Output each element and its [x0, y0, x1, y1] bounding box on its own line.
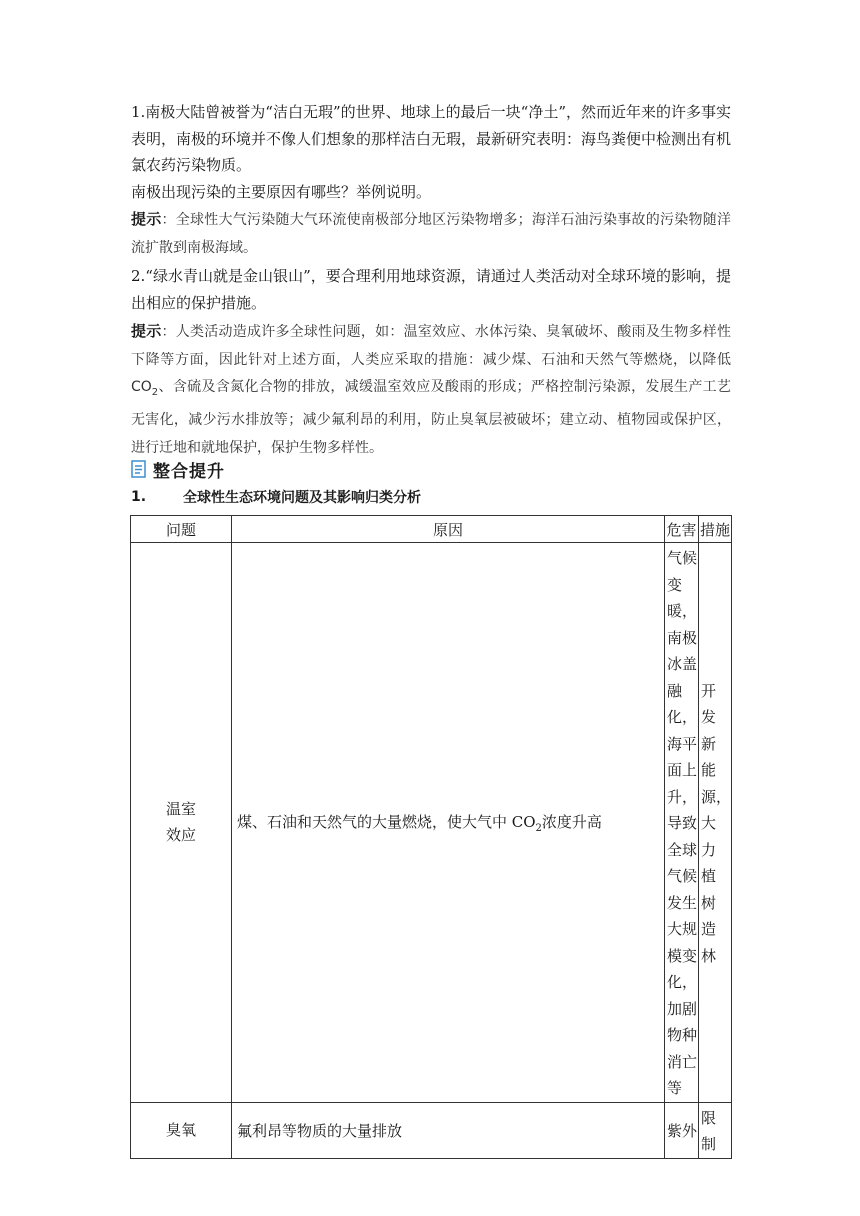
cell-measure — [699, 543, 732, 1103]
cell-harm — [665, 1102, 699, 1158]
question-2-body: 2.“绿水青山就是金山银山”，要合理利用地球资源，请通过人类活动对全球环境的影响，提出相应的保护措施。 — [131, 267, 731, 312]
harm-text: 紫外 — [667, 1121, 698, 1140]
cause-text-end: 浓度升高 — [541, 812, 602, 831]
tip-text-part-b: 、含硫及含氮化合物的排放，减缓温室效应及酸雨的形成；严格控制污染源，发展生产工艺无害化，减少污水排放等；减少氟利昂的利用，防止臭氧层被破坏；建立动、植物园或保护区，进行迁地和就地保护，保护生物多样性。 — [131, 379, 731, 456]
table-row — [131, 543, 732, 1103]
measure-text: 开发新能源，大力植树造林 — [701, 681, 732, 965]
header-measure: 措施 — [699, 516, 732, 543]
cell-problem — [131, 543, 232, 1103]
cell-measure — [699, 1102, 732, 1158]
question-1-tip — [131, 206, 731, 261]
question-1-text — [131, 99, 731, 205]
header-harm: 危害 — [665, 516, 699, 543]
problem-line: 效应 — [165, 826, 196, 845]
table-row — [131, 1102, 732, 1158]
problem-line: 臭氧 — [165, 1121, 196, 1139]
subheading — [131, 486, 421, 508]
header-cause: 原因 — [232, 516, 665, 543]
subscript: 2 — [151, 386, 159, 398]
tip-label: 提示 — [131, 210, 162, 228]
tip-text-part-a: ：人类活动造成许多全球性问题，如：温室效应、水体污染、臭氧破坏、酸雨及生物多样性下降等方面，因此针对上述方面，人类应采取的措施：减少煤、石油和天然气等燃烧，以降低 CO — [131, 324, 731, 395]
measure-text: 限制 — [701, 1108, 717, 1153]
document-list-icon — [131, 460, 147, 478]
cell-cause — [232, 543, 665, 1103]
header-problem: 问题 — [131, 516, 232, 543]
subscript: 2 — [535, 822, 542, 834]
cell-problem — [131, 1102, 232, 1158]
cause-text: 煤、石油和天然气的大量燃烧，使大气中 CO — [237, 812, 536, 831]
table-header-row — [131, 516, 732, 543]
question-1-prompt: 南极出现污染的主要原因有哪些？举例说明。 — [131, 182, 432, 201]
section-heading — [131, 456, 225, 482]
subheading-number: 1. — [131, 489, 147, 505]
tip-text — [131, 324, 731, 456]
harm-text: 气候变暖，南极冰盖融化，海平面上升，导致全球气候发生大规模变化，加剧物种消亡等 — [667, 549, 698, 1097]
question-2-tip — [131, 318, 731, 461]
tip-text: ：全球性大气污染随大气环流使南极部分地区污染物增多；海洋石油污染事故的污染物随洋流扩散到南极海域。 — [131, 212, 731, 256]
subheading-title: 全球性生态环境问题及其影响归类分析 — [183, 490, 421, 506]
cell-cause — [232, 1102, 665, 1158]
cell-harm — [665, 543, 699, 1103]
section-title: 整合提升 — [153, 461, 225, 482]
problem-line: 温室 — [165, 800, 196, 819]
environment-problems-table — [130, 515, 732, 1159]
tip-label: 提示 — [131, 322, 162, 340]
question-2-text — [131, 263, 731, 316]
question-1-body: 1.南极大陆曾被誉为“洁白无瑕”的世界、地球上的最后一块“净土”，然而近年来的许多事实表明，南极的环境并不像人们想象的那样洁白无瑕，最新研究表明：海鸟粪便中检测出有机氯农药污染物质。 — [131, 103, 732, 174]
cause-text: 氟利昂等物质的大量排放 — [237, 1121, 403, 1140]
